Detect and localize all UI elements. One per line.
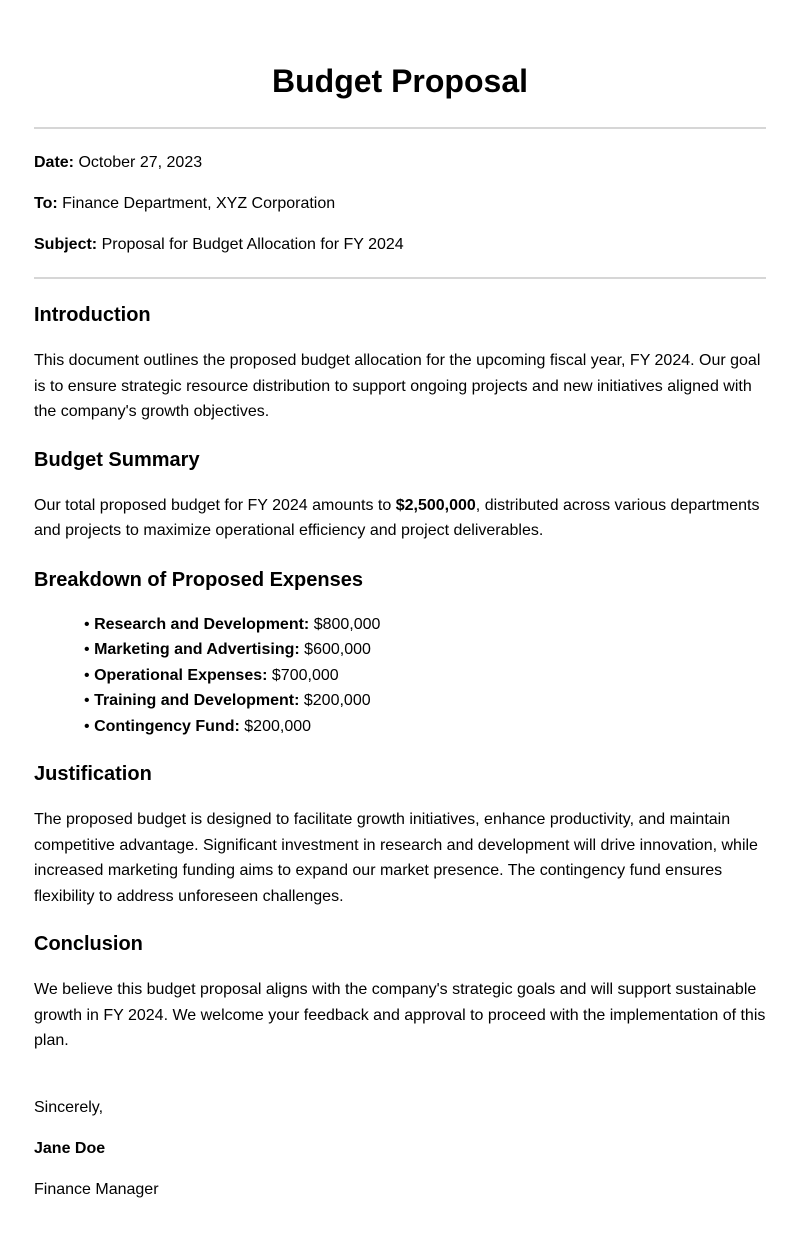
conclusion-text: We believe this budget proposal aligns with the company's strategic goals and will support sustainable growth in FY 2024. We welcome your feedback and approval to proceed with the implementation of this plan.: [34, 981, 766, 1049]
document: [34, 0, 766, 1200]
to-label: To:: [34, 195, 58, 212]
bullet-icon: •: [84, 666, 90, 684]
subject-value: Proposal for Budget Allocation for FY 2024: [101, 236, 404, 253]
justification-heading: Justification: [34, 763, 152, 785]
budget-summary-heading: Budget Summary: [34, 448, 200, 471]
subject-line: [34, 235, 766, 255]
expense-label: Research and Development:: [94, 615, 310, 633]
signature-block: [34, 1098, 766, 1200]
expense-label: Training and Development:: [94, 692, 300, 709]
to-line: [34, 194, 766, 214]
introduction-heading: Introduction: [34, 304, 151, 326]
bullet-icon: •: [84, 692, 90, 709]
date-value: October 27, 2023: [78, 154, 203, 171]
memo-header: [34, 153, 766, 255]
expense-item: [84, 688, 766, 714]
bullet-icon: •: [84, 717, 90, 735]
bullet-icon: •: [84, 615, 90, 633]
signer-name: Jane Doe: [34, 1139, 106, 1157]
memo-divider: [34, 277, 766, 279]
expense-item: [84, 663, 766, 689]
breakdown-heading: Breakdown of Proposed Expenses: [34, 568, 363, 591]
date-label: Date:: [34, 154, 75, 171]
signer-role: Finance Manager: [34, 1180, 159, 1198]
budget-summary-text: [34, 493, 766, 544]
expense-amount: $600,000: [304, 641, 371, 658]
justification-text: The proposed budget is designed to facilitate growth initiatives, enhance productivity, and maintain competitive advantage. Significant investment in research and development will drive innovation, while increased marketing funding aims to expand our market presence. The contingency fund ensures flexibility to address unforeseen challenges.: [34, 811, 758, 905]
expense-label: Marketing and Advertising:: [94, 641, 300, 658]
expense-amount: $200,000: [244, 717, 312, 735]
date-line: [34, 153, 766, 173]
total-budget-amount: $2,500,000: [395, 496, 476, 514]
expense-amount: $800,000: [313, 615, 381, 633]
expense-label: Contingency Fund:: [94, 717, 240, 735]
to-value: Finance Department, XYZ Corporation: [62, 195, 336, 212]
expense-item: [84, 612, 766, 638]
expense-item: [84, 637, 766, 663]
expense-label: Operational Expenses:: [94, 666, 268, 684]
expense-amount: $200,000: [303, 692, 371, 709]
bullet-icon: •: [84, 641, 90, 658]
header-divider: [34, 127, 766, 129]
introduction-text: This document outlines the proposed budget allocation for the upcoming fiscal year, FY 2024. Our goal is to ensure strategic resource distribution to support ongoing projects and new initiatives aligned with the company's growth objectives.: [34, 352, 761, 420]
expense-list: [34, 612, 766, 740]
summary-text-before: Our total proposed budget for FY 2024 amounts to: [34, 496, 396, 514]
document-title: Budget Proposal: [271, 63, 528, 99]
expense-item: [84, 714, 766, 740]
conclusion-heading: Conclusion: [34, 933, 143, 955]
expense-amount: $700,000: [271, 666, 339, 684]
salutation: Sincerely,: [34, 1098, 104, 1116]
summary-text-after: , distributed across various departments and projects to maximize operational efficiency and project deliverables.: [34, 496, 760, 539]
subject-label: Subject:: [34, 236, 98, 253]
